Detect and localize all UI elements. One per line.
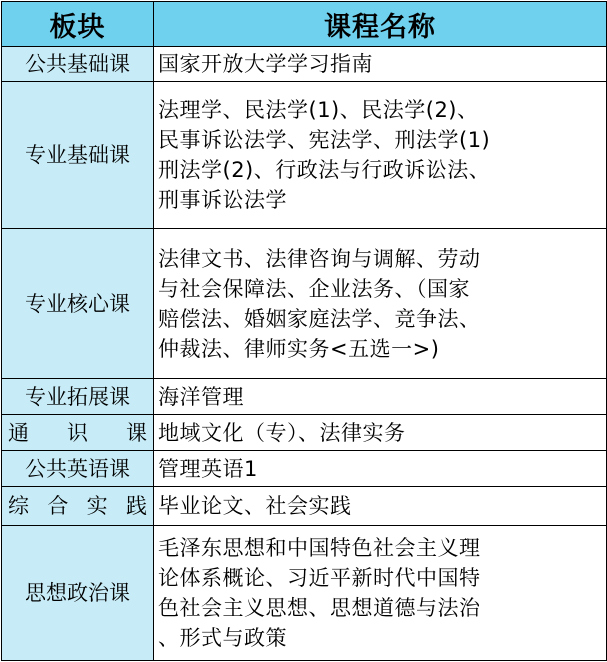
table-row: [2, 229, 607, 379]
module-cell: 专业拓展课: [2, 379, 154, 415]
table-row: [2, 379, 607, 415]
table-header-row: [2, 2, 607, 47]
table-row: [2, 415, 607, 451]
module-cell: 公共基础课: [2, 47, 154, 82]
courses-cell: 法理学、民法学(1)、民法学(2)、 民事诉讼法学、宪法学、刑法学(1) 刑法学(2)、行政法与行政诉讼法、 刑事诉讼法学: [154, 82, 607, 229]
table-row: [2, 526, 607, 661]
header-module: 板块: [2, 2, 154, 47]
table-row: [2, 82, 607, 229]
courses-cell: 国家开放大学学习指南: [154, 47, 607, 82]
module-cell: 思想政治课: [2, 526, 154, 661]
courses-cell: 毛泽东思想和中国特色社会主义理 论体系概论、习近平新时代中国特 色社会主义思想、思想道德与法治 、形式与政策: [154, 526, 607, 661]
module-cell: 专业核心课: [2, 229, 154, 379]
module-cell: 专业基础课: [2, 82, 154, 229]
courses-cell: 地域文化（专）、法律实务: [154, 415, 607, 451]
module-cell: 通 识 课: [2, 415, 154, 451]
table-row: [2, 451, 607, 487]
course-table-container: [1, 1, 606, 660]
courses-cell: 法律文书、法律咨询与调解、劳动 与社会保障法、企业法务、（国家 赔偿法、婚姻家庭法学、竞争法、 仲裁法、律师实务<五选一>): [154, 229, 607, 379]
header-course-name: 课程名称: [154, 2, 607, 47]
course-table: [1, 1, 607, 661]
module-cell: 综 合 实 践: [2, 487, 154, 526]
table-row: [2, 47, 607, 82]
module-cell: 公共英语课: [2, 451, 154, 487]
courses-cell: 管理英语1: [154, 451, 607, 487]
table-row: [2, 487, 607, 526]
courses-cell: 毕业论文、社会实践: [154, 487, 607, 526]
courses-cell: 海洋管理: [154, 379, 607, 415]
